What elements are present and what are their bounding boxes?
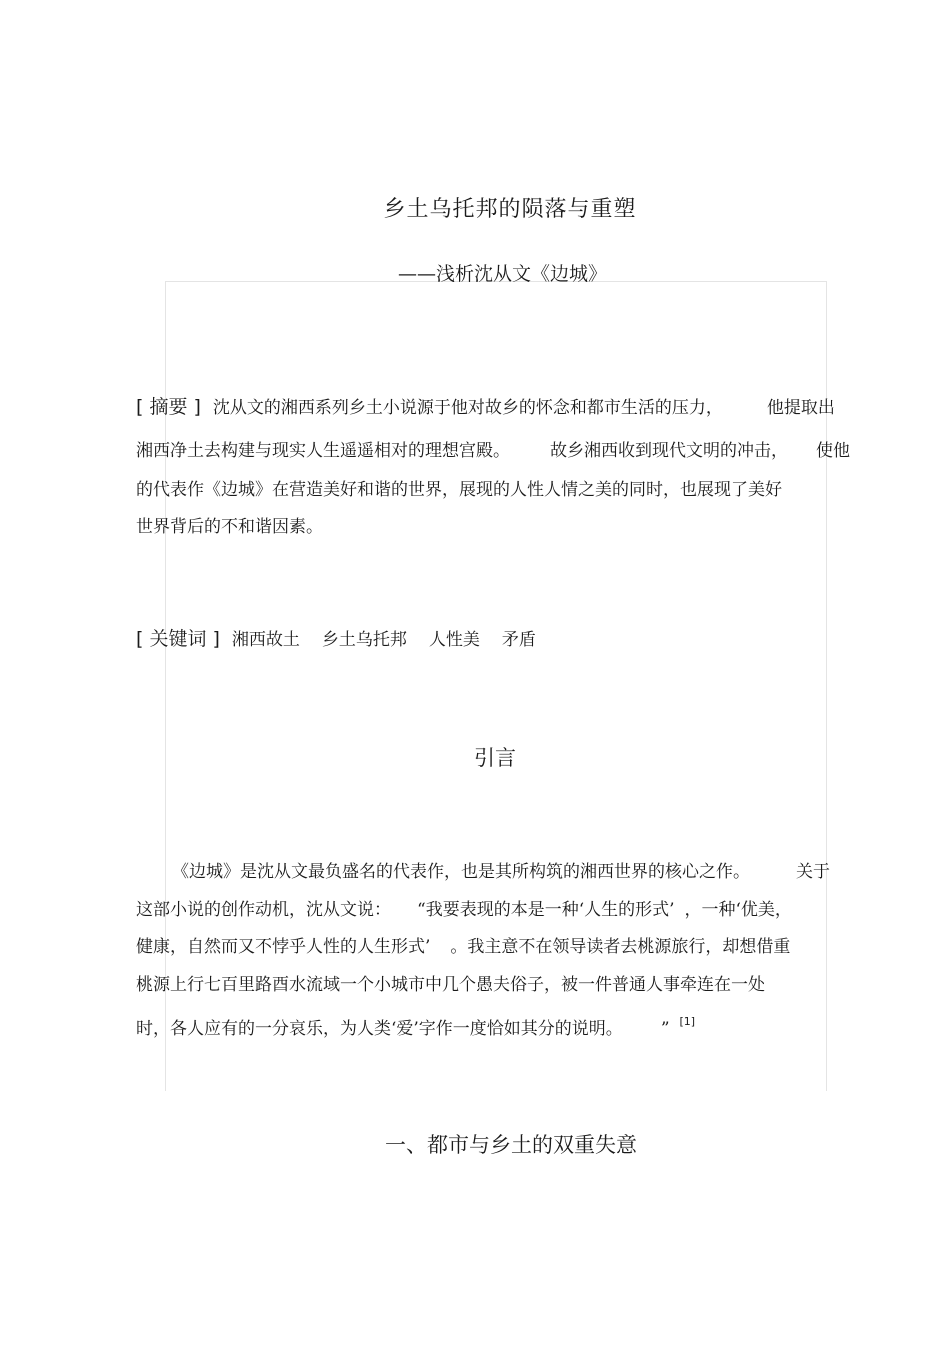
keyword: 矛盾: [501, 630, 536, 650]
intro-text: 时，各人应有的一分哀乐，为人类‘爱’字作一度恰如其分的说明。: [136, 1019, 623, 1039]
abstract-text: 使他: [816, 441, 850, 461]
abstract-text: 湘西净土去构建与现实人生遥遥相对的理想宫殿。: [136, 441, 510, 461]
abstract-text: 世界背后的不和谐因素。: [136, 517, 323, 537]
abstract-text: 他提取出: [766, 398, 835, 418]
intro-line-1: [172, 857, 830, 882]
abstract-label: [ 摘要 ]: [136, 396, 201, 418]
intro-text: 健康，自然而又不悖乎人性的人生形式’: [136, 937, 431, 957]
abstract-line-2: [136, 436, 850, 461]
citation-reference[interactable]: [1]: [679, 1015, 696, 1028]
abstract-line-4: [136, 512, 323, 537]
keywords-label: [ 关键词 ]: [136, 628, 220, 650]
intro-text: ”: [660, 1019, 670, 1039]
intro-text: 桃源上行七百里路酉水流域一个小城市中几个愚夫俗子，被一件普通人事牵连在一处: [136, 975, 765, 995]
intro-line-5: [136, 1014, 695, 1039]
intro-heading: 引言: [474, 746, 516, 770]
abstract-line-3: [136, 475, 782, 500]
document-subtitle: ——浅析沈从文《边城》: [398, 263, 608, 285]
abstract-line-1: [136, 392, 835, 419]
intro-text: 。我主意不在领导读者去桃源旅行，却想借重: [450, 937, 791, 957]
keyword: 人性美: [428, 630, 480, 650]
abstract-text: 故乡湘西收到现代文明的冲击，: [550, 441, 788, 461]
document-title: 乡土乌托邦的陨落与重塑: [383, 197, 637, 222]
keyword: 乡土乌托邦: [321, 630, 407, 650]
intro-text: ，一种‘优美，: [684, 900, 792, 920]
intro-text: 关于: [796, 862, 830, 882]
section-heading: 一、都市与乡土的双重失意: [385, 1133, 637, 1157]
intro-text: “我要表现的本是一种‘人生的形式’: [417, 900, 675, 920]
abstract-text: 的代表作《边城》在营造美好和谐的世界，展现的人性人情之美的同时，也展现了美好: [136, 480, 782, 500]
intro-line-3: [136, 932, 790, 957]
keywords-line: [136, 624, 536, 651]
intro-text: 《边城》是沈从文最负盛名的代表作，也是其所构筑的湘西世界的核心之作。: [172, 862, 750, 882]
abstract-text: 沈从文的湘西系列乡土小说源于他对故乡的怀念和都市生活的压力，: [212, 398, 723, 418]
intro-line-2: [136, 895, 792, 920]
keyword: 湘西故土: [231, 630, 300, 650]
intro-line-4: [136, 970, 765, 995]
intro-text: 这部小说的创作动机，沈从文说：: [136, 900, 391, 920]
